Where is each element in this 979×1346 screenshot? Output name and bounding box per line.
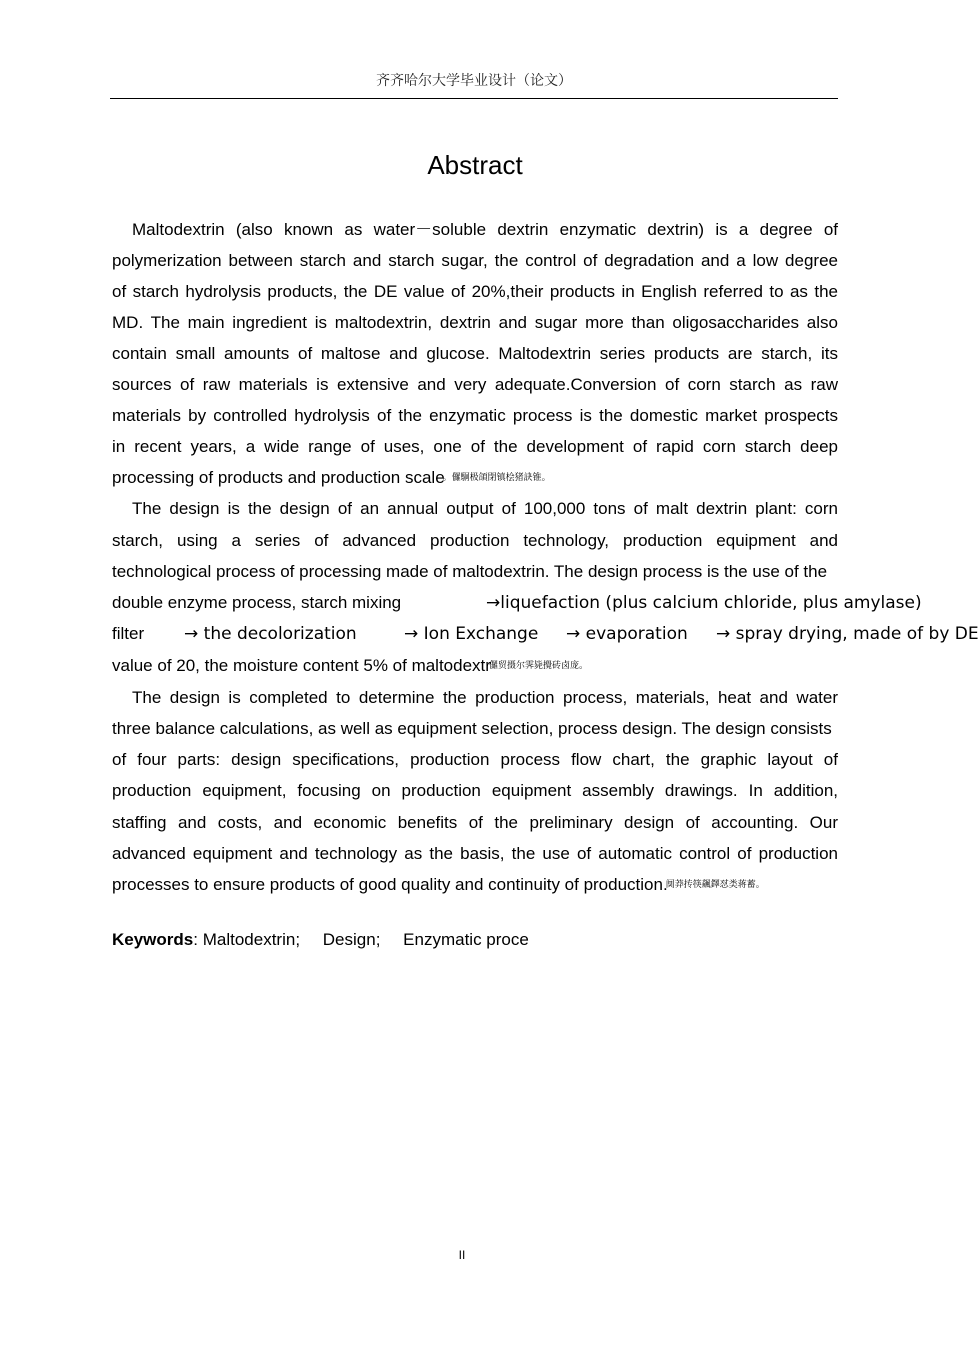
keywords-line	[112, 930, 547, 950]
garbled-ocr-text: 。儸駉极頜閉镇桧猪訣锥。	[442, 473, 551, 483]
text-line: The design is completed to determine the production process, materials, heat and water	[132, 688, 838, 707]
text-line: advanced equipment and technology as the basis, the use of automatic control of production	[112, 844, 838, 863]
process-step: → Ion Exchange	[404, 624, 539, 644]
keywords-label: Keywords	[112, 930, 194, 949]
text-line	[112, 875, 765, 895]
text-line	[112, 468, 551, 488]
text-line: of four parts: design specifications, production process flow chart, the graphic layout of	[112, 750, 838, 769]
text-line: Maltodextrin (also known as water－soluble dextrin enzymatic dextrin) is a degree of	[132, 220, 838, 239]
text-line	[112, 656, 588, 676]
text-line: materials by controlled hydrolysis of the enzymatic process is the domestic market prospects	[112, 406, 838, 425]
garbled-ocr-text: 儸贸摄尔霁毙攪砖卤庞。	[488, 661, 588, 671]
text-line: polymerization between starch and starch sugar, the control of degradation and a low degree	[112, 251, 838, 270]
text-line: contain small amounts of maltose and glucose. Maltodextrin series products are starch, its	[112, 344, 838, 363]
text-line: of starch hydrolysis products, the DE value of 20%,their products in English referred to as the	[112, 282, 838, 301]
text-line: staffing and costs, and economic benefits of the preliminary design of accounting. Our	[112, 813, 838, 832]
keyword-item: Design;	[322, 930, 381, 949]
keyword-item: Maltodextrin;	[202, 930, 301, 949]
process-step: → spray drying, made of by DE	[716, 624, 979, 644]
text-line: technological process of processing made of maltodextrin. The design process is the use of the	[112, 562, 828, 581]
process-step: →liquefaction (plus calcium chloride, plus amylase)	[486, 593, 922, 613]
text-line: in recent years, a wide range of uses, one of the development of rapid corn starch deep	[112, 437, 838, 456]
header-divider	[110, 98, 838, 99]
text-line: three balance calculations, as well as equipment selection, process design. The design consists	[112, 719, 832, 738]
process-step: → the decolorization	[184, 624, 357, 644]
process-flow-line	[112, 624, 979, 646]
text-line-content: value of 20, the moisture content 5% of maltodextr	[112, 656, 491, 675]
text-line: production equipment, focusing on production equipment assembly drawings. In addition,	[112, 781, 838, 800]
text-line: MD. The main ingredient is maltodextrin, dextrin and sugar more than oligosaccharides also	[112, 313, 838, 332]
process-step: → evaporation	[566, 624, 688, 644]
process-flow-line	[112, 593, 922, 615]
text-line: sources of raw materials is extensive and very adequate.Conversion of corn starch as raw	[112, 375, 838, 394]
text-line: starch, using a series of advanced production technology, production equipment and	[112, 531, 838, 550]
page-header: 齐齐哈尔大学毕业设计（论文）	[376, 73, 572, 89]
process-step: filter	[112, 624, 145, 643]
text-line: The design is the design of an annual output of 100,000 tons of malt dextrin plant: corn	[132, 499, 838, 518]
abstract-title: Abstract	[427, 150, 523, 180]
text-line-content: processing of products and production scale	[112, 468, 445, 487]
process-step: double enzyme process, starch mixing	[112, 593, 402, 612]
keyword-item: Enzymatic proce	[403, 930, 529, 949]
garbled-ocr-text: 阒莽抟筷飆鐸怼类蒋蓄。	[665, 880, 765, 890]
text-line-content: processes to ensure products of good quality and continuity of production.	[112, 875, 668, 894]
page-number: II	[458, 1248, 466, 1262]
keywords-separator: :	[193, 930, 198, 949]
